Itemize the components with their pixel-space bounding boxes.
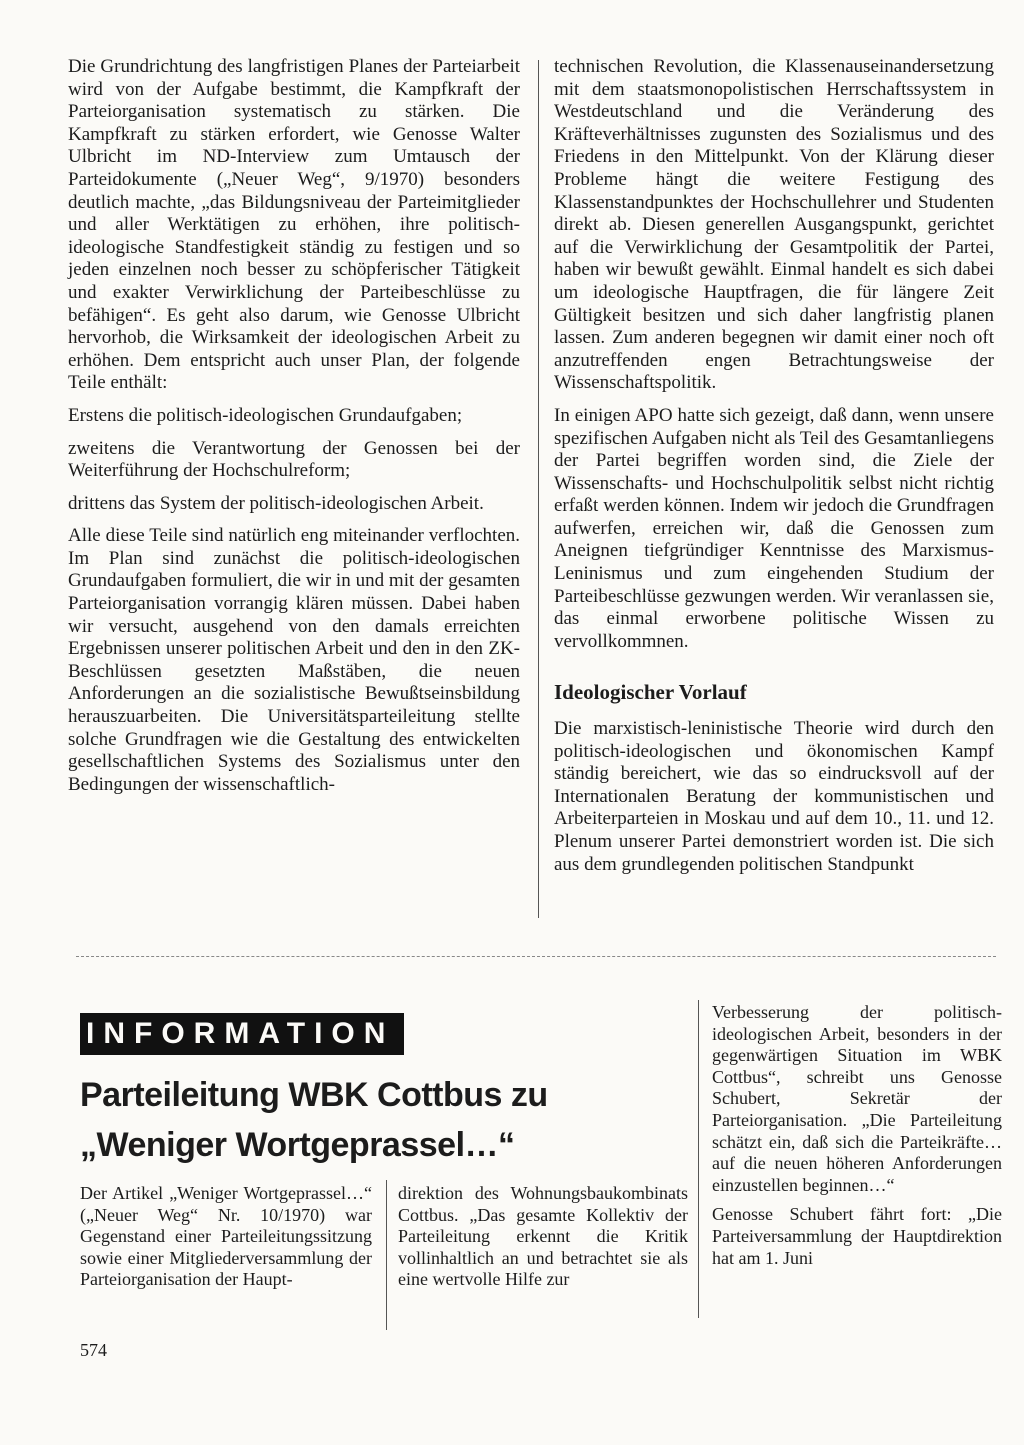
info-column-3	[712, 1002, 1002, 1269]
paragraph: Die marxistisch-leninistische Theorie wird durch den politisch-ideologischen und ökonomischen Kampf ständig bereichert, wie das so eindrucksvoll auf der Internationalen Beratung der kommunistischen und Arbeiterparteien in Moskau und auf dem 10., 11. und 12. Plenum unserer Partei demonstriert worden ist. Die sich aus dem grundlegenden politischen Standpunkt	[554, 718, 994, 875]
article-column-right	[554, 56, 994, 876]
paragraph: zweitens die Verantwortung der Genossen bei der Weiterführung der Hochschulreform;	[68, 437, 520, 482]
information-label: INFORMATION	[80, 1013, 404, 1055]
paragraph: technischen Revolution, die Klassenauseinandersetzung mit dem staatsmonopolistischen Herrschaftssystem in Westdeutschland und die Veränderung des Kräfteverhältnisses zugunsten des Sozialismus und des Friedens in den Mittelpunkt. Von der Klärung dieser Probleme hängt die weitere Festigung des Klassenstandpunktes der Hochschullehrer und Studenten direkt ab. Diesen generellen Ausgangspunkt, gerichtet auf die Verwirklichung der Gesamtpolitik der Partei, haben wir bewußt gewählt. Einmal handelt es sich dabei um ideologische Hauptfragen, die für längere Zeit Gültigkeit besitzen und sich daher langfristig planen lassen. Zum anderen begegnen wir damit einer noch oft anzutreffenden engen Betrachtungsweise der Wissenschaftspolitik.	[554, 56, 994, 394]
page-number: 574	[80, 1340, 107, 1360]
headline-line: Parteileitung WBK Cottbus zu	[80, 1076, 548, 1114]
column-divider	[386, 1180, 387, 1330]
info-column-2: direktion des Wohnungsbaukombinats Cottbus. „Das gesamte Kollektiv der Parteileitung erkennt die Kritik vollinhaltlich an und betrachtet sie als eine wertvolle Hilfe zur	[398, 1183, 688, 1290]
headline-line: „Weniger Wortgeprassel…“	[80, 1126, 515, 1164]
info-column-1: Der Artikel „Weniger Wortgeprassel…“ („Neuer Weg“ Nr. 10/1970) war Gegenstand einer Parteileitungssitzung sowie einer Mitgliederversammlung der Parteiorganisation der Haupt-	[80, 1183, 372, 1290]
paragraph: drittens das System der politisch-ideologischen Arbeit.	[68, 492, 484, 514]
paragraph: Die Grundrichtung des langfristigen Planes der Parteiarbeit wird von der Aufgabe bestimmt, die Kampfkraft der Parteiorganisation systematisch zu stärken. Die Kampfkraft zu stärken erfordert, wie Genosse Walter Ulbricht im ND-Interview zum Umtausch der Parteidokumente („Neuer Weg“, 9/1970) besonders deutlich machte, „das Bildungsniveau der Parteimitglieder und aller Werktätigen zu erhöhen, ihre politisch-ideologische Standfestigkeit ständig zu festigen und so jeden einzelnen noch besser zu schöpferischer Tätigkeit und exakter Verwirklichung der Parteibeschlüsse zu befähigen“. Es geht also darum, wie Genosse Ulbricht hervorhob, die Wirksamkeit der ideologischen Arbeit zu erhöhen. Dem entspricht auch unser Plan, der folgende Teile enthält:	[68, 56, 520, 394]
info-headline	[80, 1070, 680, 1170]
paragraph: Erstens die politisch-ideologischen Grundaufgaben;	[68, 404, 463, 426]
article-column-left	[68, 56, 520, 796]
section-separator	[76, 956, 996, 957]
paragraph: Verbesserung der politisch-ideologischen Arbeit, besonders in der gegenwärtigen Situation im WBK Cottbus“, schreibt uns Genosse Schubert, Sekretär der Parteiorganisation. „Die Parteileitung schätzt ein, daß sich die Parteikräfte… auf die neuen höheren Anforderungen einzustellen beginnen…“	[712, 1002, 1002, 1195]
section-heading: Ideologischer Vorlauf	[554, 680, 747, 705]
paragraph: In einigen APO hatte sich gezeigt, daß dann, wenn unsere spezifischen Aufgaben nicht als Teil des Gesamtanliegens der Partei begriffen worden sind, die Ziele der Wissenschafts- und Hochschulpolitik selbst nicht richtig erfaßt werden können. Indem wir jedoch die Grundfragen aufwerfen, erreichen wir, daß die Genossen zum Aneignen tiefgründiger Kenntnisse des Marxismus-Leninismus und zum eingehenden Studium der Parteibeschlüsse gezwungen werden. Wir veranlassen sie, das einmal erworbene politische Wissen zu vervollkommnen.	[554, 404, 994, 652]
paragraph: Alle diese Teile sind natürlich eng miteinander verflochten. Im Plan sind zunächst die politisch-ideologischen Grundaufgaben formuliert, die wir in und mit der gesamten Parteiorganisation vorrangig klären müssen. Dabei haben wir versucht, ausgehend von den damals erreichten Ergebnissen unserer politischen Arbeit und den in den ZK-Beschlüssen gesetzten Maßstäben, die neuen Anforderungen an die sozialistische Bewußtseinsbildung herauszuarbeiten. Die Universitätsparteileitung stellte solche Grundfragen wie die Gestaltung des entwickelten gesellschaftlichen Systems des Sozialismus unter den Bedingungen der wissenschaftlich-	[68, 525, 520, 795]
column-divider	[698, 1000, 699, 1318]
paragraph: Genosse Schubert fährt fort: „Die Parteiversammlung der Hauptdirektion hat am 1. Juni	[712, 1204, 1002, 1268]
column-divider	[538, 60, 539, 918]
